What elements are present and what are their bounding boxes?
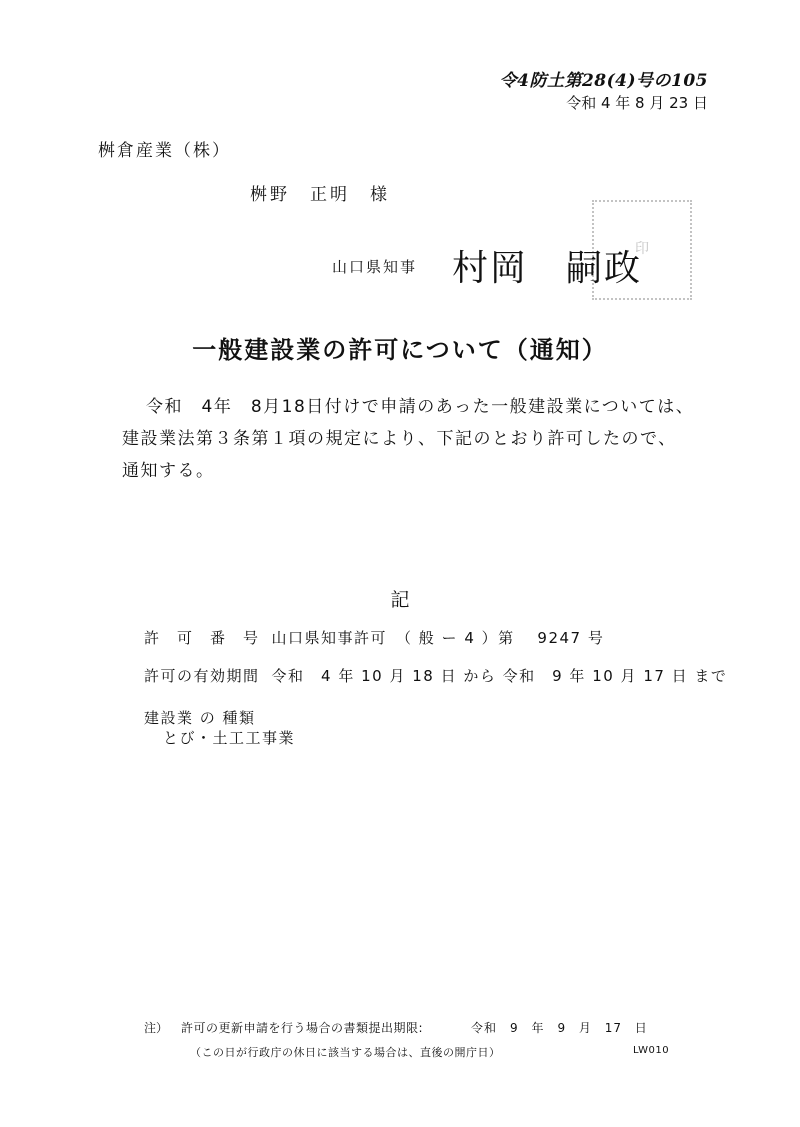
form-code: LW010 — [633, 1045, 670, 1056]
issuer-name: 村岡 嗣政 — [452, 248, 643, 289]
recipient-person: 桝野 正明 様 — [250, 185, 390, 205]
permit-number-value: 山口県知事許可 （ 般 ー 4 ）第 9247 号 — [271, 629, 605, 647]
permit-number-label: 許 可 番 号 — [144, 629, 260, 647]
business-type-value: とび・土工工事業 — [163, 729, 296, 747]
validity-period-row — [144, 665, 727, 686]
document-number: 令4防土第28(4)号の105 — [499, 71, 708, 91]
note-label: 注） — [144, 1021, 169, 1035]
document-date: 令和 4 年 8 月 23 日 — [566, 94, 708, 112]
recipient-company: 桝倉産業（株） — [98, 141, 231, 161]
validity-period-value: 令和 4 年 10 月 18 日 から 令和 9 年 10 月 17 日 まで — [271, 667, 728, 685]
document-title: 一般建設業の許可について（通知） — [192, 336, 608, 364]
body-line: 建設業法第３条第１項の規定により、下記のとおり許可したので、 — [122, 429, 677, 449]
ki-heading: 記 — [390, 589, 410, 611]
business-type-label: 建設業 の 種類 — [144, 709, 256, 727]
validity-period-label: 許可の有効期間 — [144, 667, 260, 685]
body-line: 通知する。 — [122, 461, 215, 481]
permit-number-row — [144, 627, 604, 648]
issuer-title: 山口県知事 — [332, 258, 418, 276]
note-text: 許可の更新申請を行う場合の書類提出期限: — [181, 1021, 424, 1035]
body-line: 令和 4年 8月18日付けで申請のあった一般建設業については、 — [146, 397, 695, 417]
official-seal-stamp: 印 — [592, 200, 692, 300]
note-subtext: （この日が行政庁の休日に該当する場合は、直後の開庁日） — [190, 1046, 501, 1059]
renewal-deadline-date: 令和 9 年 9 月 17 日 — [471, 1021, 648, 1035]
